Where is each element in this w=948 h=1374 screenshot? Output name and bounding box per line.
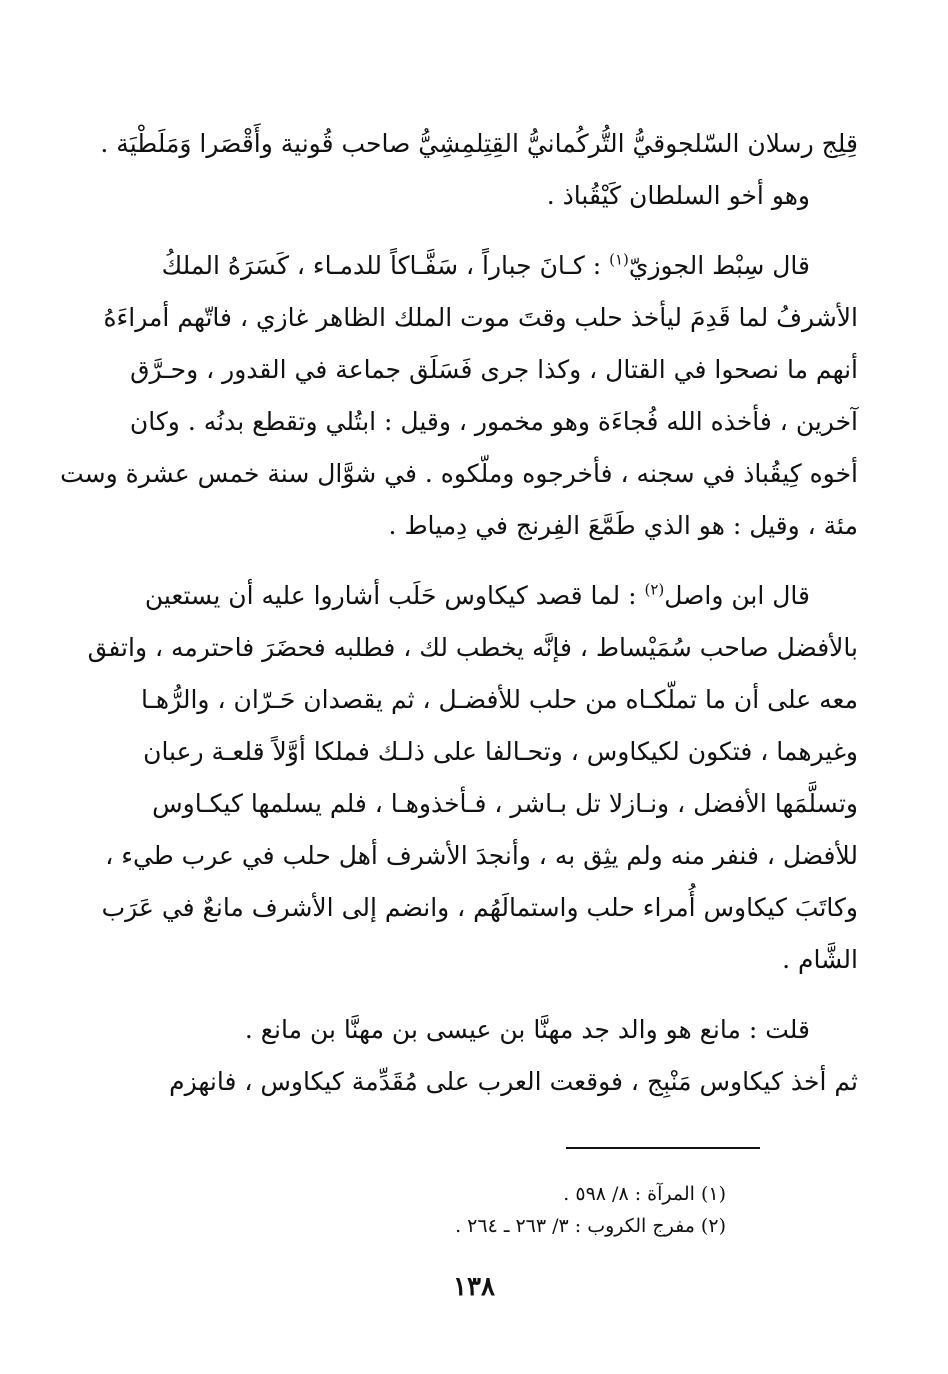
text-line: أخوه كِيقُباذ في سجنه ، فأخرجوه وملّكوه . في شوَّال سنة خمس عشرة وست <box>60 459 858 488</box>
text-line: وغيرهما ، فتكون لكيكاوس ، وتحـالفا على ذلـك فملكا أوَّلاً قلعـة رعبان <box>143 737 858 766</box>
text-line: ثم أخذ كيكاوس مَنْبِج ، فوقعت العرب على مُقَدِّمة كيكاوس ، فانهزم <box>169 1067 858 1096</box>
text-segment: قال ابن واصل <box>664 581 810 610</box>
text-line: بالأفضل صاحب سُمَيْساط ، فإنَّه يخطب لك ، فطلبه فحضَرَ فاحترمه ، واتفق <box>87 633 858 662</box>
paragraph-4 <box>87 570 858 986</box>
text-line: قلت : مانع هو والد جد مهنَّا بن عيسى بن مهنَّا بن مانع . <box>244 1015 810 1044</box>
footnote-ref-2: (٢) <box>644 580 665 599</box>
text-segment: قال سِبْط الجوزيّ <box>628 251 810 280</box>
page-number: ١٣٨ <box>453 1272 495 1302</box>
text-line: الأشرفُ لما قَدِمَ ليأخذ حلب وقتَ موت الملك الظاهر غازي ، فاتّهم أمراءَهُ <box>103 303 858 332</box>
footnote-ref-1: (١) <box>609 250 629 269</box>
footnotes <box>206 1178 726 1242</box>
paragraph-2 <box>98 170 858 222</box>
text-segment: : لما قصد كيكاوس حَلَب أشاروا عليه أن يستعين <box>144 581 645 610</box>
footnote-divider <box>566 1147 760 1149</box>
text-line: قِلِج رسلان السّلجوقيُّ التُّركُمانيُّ القِتِلمِشِيُّ صاحب قُونية وأَقْصَرا وَمَلَطْيَة . <box>100 129 858 158</box>
text-line: أنهم ما نصحوا في القتال ، وكذا جرى فَسَلَق جماعة في القدور ، وحـرَّق <box>130 355 858 384</box>
text-line: وهو أخو السلطان كَيْقُباذ . <box>546 181 810 210</box>
main-text <box>60 118 858 1108</box>
text-line <box>98 570 858 622</box>
text-line: وتسلَّمَها الأفضل ، ونـازلا تل بـاشر ، فـأخذوهـا ، فلم يسلمها كيكـاوس <box>152 789 858 818</box>
text-line: الشَّام . <box>782 945 858 974</box>
footnote-2: (٢) مفرج الكروب : ٣/ ٢٦٣ ـ ٢٦٤ . <box>455 1215 726 1237</box>
paragraph-3 <box>60 240 858 552</box>
text-segment: : كـانَ جباراً ، سَفَّـاكاً للدمـاء ، كَسَرَهُ الملكُ <box>161 251 610 280</box>
paragraph-6 <box>98 1056 858 1108</box>
text-line: للأفضل ، فنفر منه ولم يثِق به ، وأنجدَ الأشرف أهل حلب في عرب طيء ، <box>105 841 858 870</box>
text-line: وكاتَبَ كيكاوس أُمراء حلب واستمالَهُم ، وانضم إلى الأشرف مانعٌ في عَرَب <box>101 893 858 922</box>
text-line <box>98 240 858 292</box>
paragraph-5 <box>98 1004 858 1056</box>
footnote-1: (١) المرآة : ٨/ ٥٩٨ . <box>563 1183 726 1205</box>
text-line: معه على أن ما تملّكـاه من حلب للأفضـل ، ثم يقصدان حَـرّان ، والرُّهـا <box>140 685 858 714</box>
text-line: مئة ، وقيل : هو الذي طَمَّعَ الفِرنج في دِمياط . <box>388 511 858 540</box>
text-line: آخرين ، فأخذه الله فُجاءَة وهو مخمور ، وقيل : ابتُلي وتقطع بدنُه . وكان <box>129 407 858 436</box>
paragraph-1 <box>98 118 858 170</box>
